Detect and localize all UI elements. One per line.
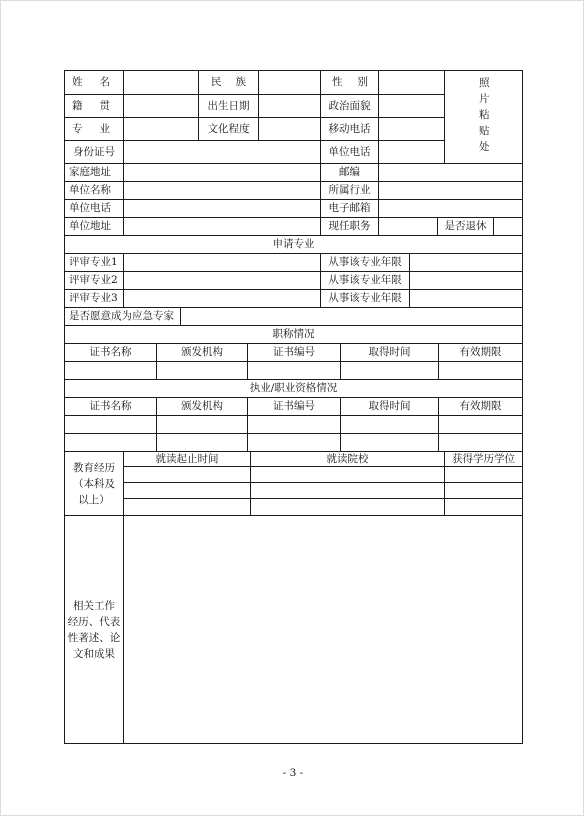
- ethnicity-label-cell: [199, 71, 259, 95]
- years-1-label-cell: [321, 254, 410, 272]
- qualifications-title: 执业/职业资格情况: [249, 382, 338, 395]
- qualifications-blank-cell: [157, 434, 248, 452]
- application-form-table: [64, 70, 523, 744]
- mobile-label-cell: [321, 118, 379, 141]
- qualifications-header-validity: 有效期限: [459, 400, 502, 413]
- qualifications-header-cert-name: 证书名称: [89, 400, 132, 413]
- qualifications-blank-cell: [341, 434, 439, 452]
- review-major-3-value-cell: [124, 290, 321, 308]
- education-blank-cell: [124, 499, 251, 516]
- employer-value-cell: [124, 182, 321, 200]
- qualifications-header-cell: [439, 398, 523, 416]
- emergency-expert-label-cell: [65, 308, 181, 326]
- birth-date-value-cell: [259, 95, 321, 118]
- postcode-label-cell: [321, 164, 379, 182]
- titles-blank-cell: [157, 362, 248, 380]
- employer-phone-value-cell: [124, 200, 321, 218]
- work-label-line: 文和成果: [73, 647, 115, 660]
- retired-label-cell: [438, 218, 494, 236]
- review-major-3-label: 评审专业3: [69, 292, 118, 305]
- application-section-header: [65, 236, 523, 254]
- id-number-label-cell: [65, 141, 124, 164]
- titles-header-cell: [341, 344, 439, 362]
- titles-header-issuer: 颁发机构: [181, 346, 223, 359]
- titles-header-cell: [439, 344, 523, 362]
- education-label: [65, 460, 123, 508]
- emergency-expert-label: 是否愿意成为应急专家: [69, 310, 174, 323]
- years-3-value-cell: [410, 290, 523, 308]
- employer-address-label-cell: [65, 218, 124, 236]
- major-label: 专 业: [72, 122, 110, 135]
- name-label: 姓 名: [72, 76, 110, 89]
- gender-label-cell: [321, 71, 379, 95]
- contact-phone-label-cell: [321, 141, 379, 164]
- qualifications-blank-cell: [157, 416, 248, 434]
- photo-cell: [445, 71, 523, 164]
- qualifications-blank-cell: [65, 434, 157, 452]
- education-label-line: （本科及: [73, 477, 115, 490]
- employer-address-label: 单位地址: [69, 220, 111, 233]
- titles-blank-cell: [65, 362, 157, 380]
- employer-phone-label: 单位电话: [69, 202, 111, 215]
- titles-title: 职称情况: [272, 328, 315, 341]
- years-1-label: 从事该专业年限: [328, 256, 402, 269]
- education-blank-cell: [124, 467, 251, 483]
- birth-date-label: 出生日期: [207, 99, 250, 112]
- postcode-value-cell: [379, 164, 523, 182]
- industry-label: 所属行业: [328, 184, 371, 197]
- page-number: - 3 -: [282, 767, 304, 779]
- qualifications-header-issuer: 颁发机构: [181, 400, 223, 413]
- major-value-cell: [124, 118, 199, 141]
- id-number-label: 身份证号: [73, 145, 115, 158]
- email-label-cell: [321, 200, 379, 218]
- education-blank-cell: [251, 467, 445, 483]
- education-level-value-cell: [259, 118, 321, 141]
- education-blank-cell: [124, 483, 251, 499]
- qualifications-blank-cell: [248, 416, 341, 434]
- education-blank-cell: [251, 499, 445, 516]
- education-blank-cell: [445, 467, 523, 483]
- titles-header-cell: [65, 344, 157, 362]
- emergency-expert-value-cell: [181, 308, 523, 326]
- education-header-cell: [124, 452, 251, 467]
- titles-section-header: [65, 326, 523, 344]
- work-value-cell: [124, 516, 523, 744]
- review-major-2-label-cell: [65, 272, 124, 290]
- ethnicity-value-cell: [259, 71, 321, 95]
- qualifications-header-cell: [157, 398, 248, 416]
- work-label: [65, 598, 123, 662]
- political-status-label-cell: [321, 95, 379, 118]
- ethnicity-label: 民 族: [211, 76, 246, 89]
- employer-phone-label-cell: [65, 200, 124, 218]
- photo-label: 照片粘贴处: [477, 77, 490, 157]
- education-level-label: 文化程度: [207, 122, 250, 135]
- application-title: 申请专业: [272, 238, 315, 251]
- home-address-value-cell: [124, 164, 321, 182]
- titles-blank-cell: [341, 362, 439, 380]
- years-1-value-cell: [410, 254, 523, 272]
- education-label-line: 教育经历: [73, 461, 115, 474]
- education-level-label-cell: [199, 118, 259, 141]
- qualifications-blank-cell: [439, 434, 523, 452]
- years-2-label: 从事该专业年限: [328, 274, 402, 287]
- qualifications-blank-cell: [439, 416, 523, 434]
- titles-header-validity: 有效期限: [459, 346, 502, 359]
- review-major-1-label: 评审专业1: [69, 256, 118, 269]
- home-address-label-cell: [65, 164, 124, 182]
- employer-label-cell: [65, 182, 124, 200]
- years-3-label-cell: [321, 290, 410, 308]
- email-label: 电子邮箱: [328, 202, 371, 215]
- qualifications-section-header: [65, 380, 523, 398]
- position-label-cell: [321, 218, 379, 236]
- education-label-line: 以上）: [78, 493, 110, 506]
- gender-label: 性 别: [332, 76, 368, 89]
- review-major-2-label: 评审专业2: [69, 274, 118, 287]
- qualifications-header-obtained-date: 取得时间: [368, 400, 411, 413]
- name-label-cell: [65, 71, 124, 95]
- postcode-label: 邮编: [339, 166, 360, 179]
- name-value-cell: [124, 71, 199, 95]
- years-2-label-cell: [321, 272, 410, 290]
- qualifications-header-cell: [341, 398, 439, 416]
- id-number-value-cell: [124, 141, 321, 164]
- titles-header-cell: [157, 344, 248, 362]
- qualifications-blank-cell: [248, 434, 341, 452]
- education-header-degree: 获得学历学位: [452, 452, 515, 465]
- education-header-period: 就读起止时间: [155, 452, 219, 465]
- qualifications-header-cert-number: 证书编号: [273, 400, 315, 413]
- employer-address-value-cell: [124, 218, 321, 236]
- contact-phone-label: 单位电话: [328, 145, 371, 158]
- contact-phone-value-cell: [379, 141, 445, 164]
- industry-label-cell: [321, 182, 379, 200]
- political-status-value-cell: [379, 95, 445, 118]
- qualifications-blank-cell: [341, 416, 439, 434]
- work-label-line: 经历、代表: [67, 615, 121, 628]
- education-label-cell: [65, 452, 124, 516]
- political-status-label: 政治面貌: [328, 99, 371, 112]
- native-place-value-cell: [124, 95, 199, 118]
- home-address-label: 家庭地址: [69, 166, 111, 179]
- position-value-cell: [379, 218, 438, 236]
- gender-value-cell: [379, 71, 445, 95]
- email-value-cell: [379, 200, 523, 218]
- qualifications-header-cell: [65, 398, 157, 416]
- education-header-school: 就读院校: [326, 452, 369, 465]
- education-blank-cell: [251, 483, 445, 499]
- mobile-label: 移动电话: [328, 122, 371, 135]
- major-label-cell: [65, 118, 124, 141]
- native-place-label-cell: [65, 95, 124, 118]
- work-label-cell: [65, 516, 124, 744]
- native-place-label: 籍 贯: [72, 99, 110, 112]
- retired-label: 是否退休: [444, 220, 487, 233]
- birth-date-label-cell: [199, 95, 259, 118]
- years-2-value-cell: [410, 272, 523, 290]
- mobile-value-cell: [379, 118, 445, 141]
- titles-blank-cell: [439, 362, 523, 380]
- titles-header-cell: [248, 344, 341, 362]
- years-3-label: 从事该专业年限: [328, 292, 402, 305]
- titles-blank-cell: [248, 362, 341, 380]
- review-major-2-value-cell: [124, 272, 321, 290]
- work-label-line: 性著述、论: [67, 631, 121, 644]
- education-header-cell: [251, 452, 445, 467]
- qualifications-blank-cell: [65, 416, 157, 434]
- qualifications-header-cell: [248, 398, 341, 416]
- education-blank-cell: [445, 483, 523, 499]
- employer-label: 单位名称: [69, 184, 111, 197]
- titles-header-cert-name: 证书名称: [89, 346, 132, 359]
- education-blank-cell: [445, 499, 523, 516]
- review-major-3-label-cell: [65, 290, 124, 308]
- position-label: 现任职务: [328, 220, 371, 233]
- titles-header-obtained-date: 取得时间: [368, 346, 411, 359]
- industry-value-cell: [379, 182, 523, 200]
- retired-value-cell: [494, 218, 523, 236]
- review-major-1-value-cell: [124, 254, 321, 272]
- review-major-1-label-cell: [65, 254, 124, 272]
- titles-header-cert-number: 证书编号: [273, 346, 315, 359]
- work-label-line: 相关工作: [73, 599, 115, 612]
- education-header-cell: [445, 452, 523, 467]
